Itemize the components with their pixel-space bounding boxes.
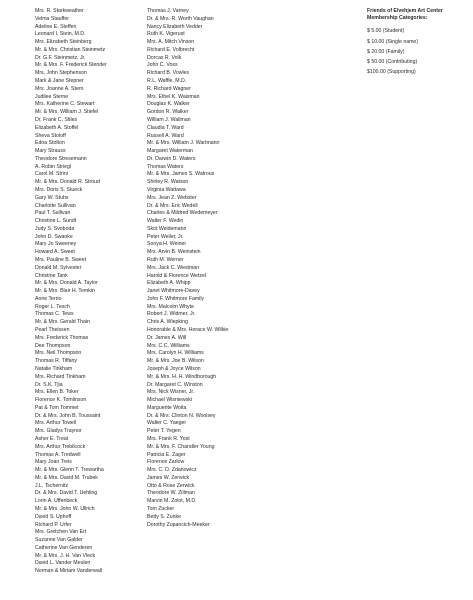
member-name: Shirley R. Watson [147, 179, 189, 186]
member-name: Douglas K. Walker [147, 101, 190, 108]
member-name: Walter C. Yaeger [147, 420, 187, 427]
member-name: Sonya H. Weiner [147, 241, 187, 248]
member-name: Dorothy Zupancich-Meeker [147, 521, 210, 528]
member-name: Suzanne Van Galder [35, 537, 83, 544]
member-name: Edna Stolton [35, 140, 65, 147]
member-name: Thomas J. Varney [147, 8, 189, 14]
member-name: Mr. & Mrs. Glenn T. Trewartha [35, 467, 104, 474]
member-name: J.L. Tschernitz [35, 482, 69, 489]
member-name: Mr. & Mrs. William J. Wartmann [147, 140, 220, 147]
member-name: Mrs. Jack C. Westman [147, 264, 200, 271]
member-name: Margaret Waterman [147, 148, 193, 155]
member-name: Mr. & Mrs. H. H. Windborough [147, 373, 217, 380]
member-name: Dr. & Mrs. John B. Toussaint [35, 412, 101, 419]
member-name: Mrs. R. Starkweather [35, 8, 84, 14]
member-name: Ruth M. Werner [147, 257, 184, 263]
member-name: Richard P. Urfer [35, 521, 72, 528]
member-name: Paul T. Sullivan [35, 210, 71, 217]
panel-title-line-2: Membership Categories: [367, 15, 428, 22]
member-name: Mrs. Gladys Traynor [35, 428, 82, 435]
member-name: William J. Wallman [147, 116, 191, 123]
member-name: Richard B. Vowles [147, 70, 190, 77]
member-name: Peter Weiler, Jr. [147, 233, 184, 240]
member-name: Christine Tank [35, 272, 68, 279]
panel-title-line-1: Friends of Elvehjem Art Center [367, 8, 443, 14]
member-name: Dee Thompson [35, 342, 71, 349]
member-name: John D. Swanke [35, 233, 73, 240]
member-name: Dr. Margaret C. Winston [147, 381, 203, 388]
membership-level: $ 5.00 (Student) [367, 28, 405, 35]
member-name: Mrs. C. D. Zdanowicz [147, 467, 197, 474]
member-name: Adeline E. Steffen [35, 23, 77, 30]
member-name: Sheva Stoloff [35, 132, 66, 139]
membership-level: $ 50.00 (Contributing) [367, 59, 418, 66]
member-name: Pearl Theissen [35, 327, 70, 334]
member-name: Peter T. Yegen [147, 428, 181, 435]
member-name: Pat & Tom Tommet [35, 404, 79, 411]
member-list-column-1 [35, 8, 107, 576]
member-name: Thomas C. Tews [35, 311, 74, 318]
member-name: Gordon R. Walker [147, 109, 189, 116]
member-name: Charlotte Sullivan [35, 202, 76, 209]
member-name: Dr. G.F. Steinmetz, Jr. [35, 54, 86, 61]
member-name: Velma Stauffer [35, 15, 69, 22]
member-name: Mr. & Mrs. Donald A. Taylor [35, 280, 98, 287]
member-name: Theodore Stresemann [35, 155, 87, 162]
member-name: Michael Wisniewski [147, 397, 192, 404]
membership-categories-panel [367, 8, 443, 79]
member-name: Harold & Florence Wetzel [147, 272, 207, 279]
member-name: Marvin M. Zolot, M.D. [147, 498, 197, 505]
member-name: Thomas Waters [147, 163, 184, 170]
member-name: Dr. & Mrs. Clinton N. Woolsey [147, 412, 216, 419]
member-name: Dr. Frank C. Stiles [35, 116, 78, 123]
member-list-column-2 [147, 8, 228, 529]
member-name: Catherine Van Genderen [35, 544, 93, 551]
member-name: Mr. & Mrs. David M. Trubek [35, 474, 98, 481]
member-name: James W. Zerwick [147, 474, 190, 481]
member-name: Mr. & Mrs. Christian Steinmetz [35, 46, 106, 53]
member-name: Christine L. Sundt [35, 218, 77, 225]
member-name: Patricia E. Zager [147, 451, 186, 458]
member-name: John F. Whitmore Family [147, 295, 205, 302]
member-name: Mrs. Doris S. Stueck [35, 186, 83, 193]
member-name: Mrs. Elizabeth Steinberg [35, 39, 92, 46]
member-name: Mrs. Ellen B. Toker [35, 389, 79, 396]
member-name: Marguerite Woita [147, 404, 187, 411]
member-name: Dr. & Mrs. R. Worth Vaughan [147, 15, 214, 22]
member-name: Mr. & Mrs. J. H. Van Vleck [35, 552, 96, 559]
member-name: Mr. & Mrs. Blair H. Temkin [35, 288, 95, 295]
member-name: Mary Joan Treis [35, 459, 72, 466]
member-name: Leonard I. Stein, M.D. [35, 31, 86, 38]
member-name: Mrs. Arvin B. Weinstein [147, 249, 201, 256]
member-name: Mr. & Mrs. James S. Watrous [147, 171, 215, 178]
member-name: Thomas A. Tredwell [35, 451, 81, 458]
member-name: Virginia Wattawa [147, 186, 186, 193]
membership-level: $ 10.00 (Single name) [367, 38, 419, 45]
member-name: Mrs. Frank R. Yost [147, 435, 190, 442]
member-name: Mary Strauss [35, 148, 66, 155]
member-name: Dorcas R. Volk [147, 54, 182, 61]
member-name: Mr. & Mrs. F. Chandler Young [147, 443, 215, 450]
member-name: Richard E. Volbrecht [147, 46, 195, 53]
member-name: Mrs. Neil Thompson [35, 350, 82, 357]
membership-level: $100.00 (Supporting) [367, 69, 416, 76]
member-name: Nancy Elizabeth Vedder [147, 23, 203, 30]
member-name: Gary W. Stuhs [35, 194, 69, 201]
member-name: Donald M. Sylvester [35, 264, 82, 271]
member-name: Dr. James A. Will [147, 334, 187, 341]
member-name: Elizabeth A. Whipp [147, 280, 191, 287]
member-name: Charles & Mildred Wedemeyer [147, 210, 218, 217]
member-name: Skot Weidemann [147, 225, 187, 232]
member-name: Dr. S.K. Tjia [35, 381, 63, 388]
member-name: Natalie Tinkham [35, 365, 73, 372]
member-name: Florence K. Tomlinson [35, 397, 87, 404]
member-name: Mr. & Mrs. F. Frederick Stender [35, 62, 107, 69]
member-name: Mrs. Arthur Trebilcock [35, 443, 86, 450]
member-name: Mrs. Gretchen Van Ert [35, 529, 87, 536]
member-name: Russell A. Ward [147, 132, 184, 139]
member-name: Carol M. Strini [35, 171, 68, 178]
member-name: Mrs. Nick Wisner, Jr. [147, 389, 195, 396]
membership-level: $ 20.00 (Family) [367, 48, 405, 55]
member-name: Mrs. Jean Z. Webster [147, 194, 197, 201]
member-name: Howard A. Sweet [35, 249, 75, 256]
member-name: Mrs. Pauline B. Sweet [35, 257, 87, 263]
member-name: Mrs. John Stephenson [35, 70, 87, 77]
member-name: Lorin A. Uffenbeck [35, 498, 78, 505]
membership-levels [367, 28, 443, 76]
member-name: Dr. Darwin D. Waters [147, 155, 196, 162]
member-name: Chris A. Wiepking [147, 319, 188, 326]
member-name: Norman & Miriam Vanderwall [35, 568, 103, 575]
member-name: Janet Whitmore-Davey [147, 288, 200, 295]
member-name: Mr. & Mrs. Gerald Thain [35, 319, 90, 326]
member-name: Anne Terrio [35, 295, 62, 302]
member-name: Otto & Rose Zerwick [147, 482, 195, 489]
member-name: Thomas R. Tiffany [35, 358, 77, 365]
member-name: David S. Uphoff [35, 513, 72, 520]
member-name: Mr. & Mrs. Joe B. Wilson [147, 358, 204, 365]
member-name: R. Richard Wagner [147, 85, 191, 92]
member-name: Mrs. Ethel K. Waisman [147, 93, 200, 100]
member-name: Joseph & Joyce Wilson [147, 365, 201, 372]
member-name: Mr. & Mrs. William J. Stiefel [35, 109, 99, 116]
member-name: Dr. & Mrs. Eric Wedell [147, 202, 198, 209]
member-name: Mrs. Frederick Thomas [35, 334, 89, 341]
member-name: Roger L. Tesch [35, 303, 70, 310]
member-name: Dr. & Mrs. David T. Uehling [35, 490, 98, 497]
member-name: Judilee Sterne [35, 93, 69, 100]
member-name: R.L. Waffle, M.D. [147, 78, 187, 85]
member-name: John C. Voss [147, 62, 178, 69]
member-name: Honorable & Mrs. Horace W. Wilkie [147, 327, 229, 334]
member-name: Mrs. C.C. Williams [147, 342, 190, 349]
member-name: Elizabeth A. Stoffel [35, 124, 79, 131]
member-name: Ruth K. Vigerust [147, 31, 185, 38]
member-name: Mrs. A. Mitch Vinson [147, 39, 195, 46]
member-name: Mrs. Malcolm Whyte [147, 303, 194, 310]
member-name: David L. Vander Meulen [35, 560, 91, 567]
member-name: Mark & Jane Stepner [35, 78, 84, 85]
member-name: Claudia T. Ward [147, 124, 184, 131]
member-name: Florence Zarlow [147, 459, 185, 466]
member-name: Mrs. Joanne A. Stern [35, 85, 84, 92]
member-name: Judy S. Svoboda [35, 225, 75, 232]
member-name: Asher E. Treat [35, 435, 69, 442]
member-name: Theodore W. Zillman [147, 490, 195, 497]
member-name: Mrs. Arthur Towell [35, 420, 77, 427]
member-name: Mr. & Mrs. John W. Ullrich [35, 506, 95, 512]
member-name: A. Robin Striegl [35, 163, 72, 170]
member-name: Mrs. Katherine C. Stewart [35, 101, 95, 108]
member-name: Betty S. Zunke [147, 513, 182, 520]
member-name: Mr. & Mrs. Donald R. Stroud [35, 179, 100, 186]
member-name: Robert J. Widmer, Jr. [147, 311, 196, 318]
member-name: Tom Zucker [147, 506, 175, 512]
member-name: Mary Jo Sweeney [35, 241, 77, 248]
member-name: Mrs. Richard Tinkham [35, 373, 86, 380]
member-name: Mrs. Carolyn H. Williams [147, 350, 204, 357]
member-name: Walter F. Wedin [147, 218, 184, 225]
